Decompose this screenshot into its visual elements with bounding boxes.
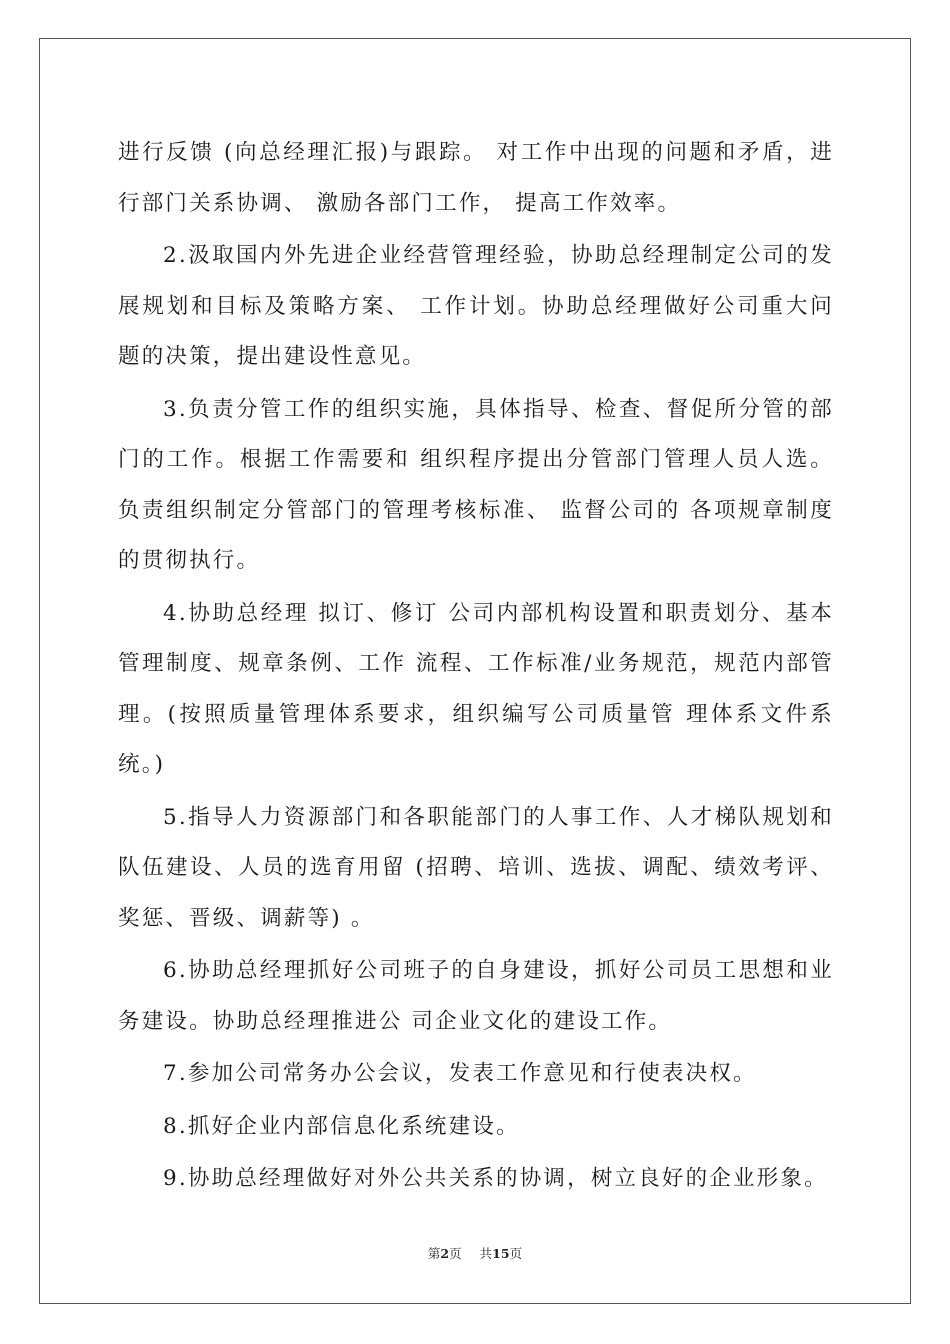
paragraph-item-9: 9.协助总经理做好对外公共关系的协调，树立良好的企业形象。 [163,1166,828,1191]
paragraph-item-8: 8.抓好企业内部信息化系统建设。 [163,1113,520,1139]
paragraph-item-6: 6.协助总经理抓好公司班子的自身建设，抓好公司员工思想和业务建设。协助总经理推进公 司企业文化的建设工作。 [118,958,834,1034]
paragraph-item-4: 4.协助总经理 拟订、修订 公司内部机构设置和职责划分、基本管理制度、规章条例、工作 流程、工作标准/业务规范，规范内部管理。(按照质量管理体系要求，组织编写公司质量管 理体系文件系统。) [118,600,834,777]
page-label-prefix: 第 [427,1246,441,1261]
page-label-suffix: 页 [449,1246,462,1261]
total-label-suffix: 页 [509,1246,523,1261]
paragraph-item-2: 2.汲取国内外先进企业经营管理经验，协助总经理制定公司的发展规划和目标及策略方案、 工作计划。协助总经理做好公司重大问题的决策，提出建设性意见。 [118,243,834,369]
paragraph-item-7: 7.参加公司常务办公会议，发表工作意见和行使表决权。 [163,1061,757,1086]
paragraph-item-5: 5.指导人力资源部门和各职能部门的人事工作、人才梯队规划和队伍建设、人员的选育用留 (招聘、培训、选拔、调配、绩效考评、奖惩、晋级、调薪等) 。 [118,804,834,931]
paragraph-item-3: 3.负责分管工作的组织实施，具体指导、检查、督促所分管的部门的工作。根据工作需要和 组织程序提出分管部门管理人员人选。负责组织制定分管部门的管理考核标准、 监督公司的 各项规章制度的贯彻执行。 [118,396,834,573]
document-body [118,128,834,1207]
page-number: 2 [440,1246,450,1261]
paragraph-continuation: 进行反馈 (向总经理汇报)与跟踪。 对工作中出现的问题和矛盾，进行部门关系协调、 激励各部门工作， 提高工作效率。 [118,140,834,216]
page-footer [0,1246,950,1262]
total-label-prefix: 共 [479,1246,493,1261]
total-pages: 15 [492,1246,510,1261]
